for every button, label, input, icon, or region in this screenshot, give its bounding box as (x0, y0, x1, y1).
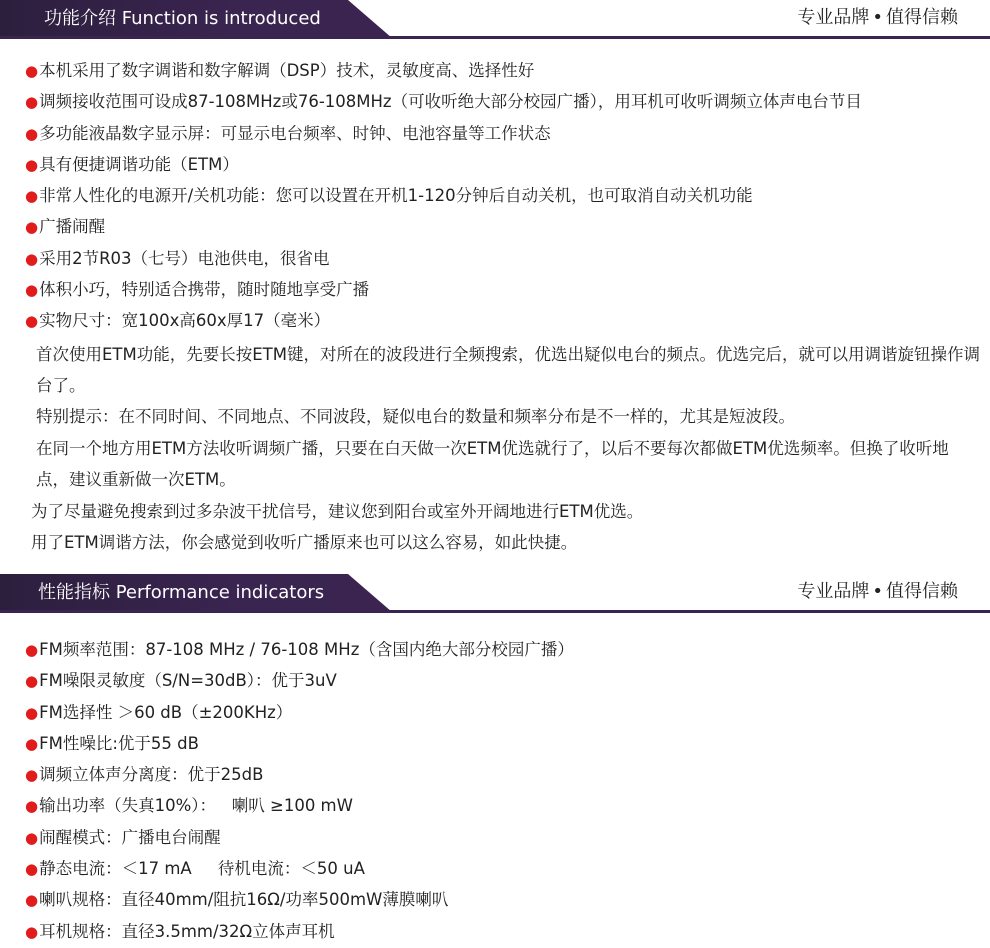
spec-list (0, 634, 990, 947)
bullet-icon: ● (25, 922, 39, 941)
bullet-icon: ● (25, 218, 39, 237)
header-rule (0, 610, 990, 613)
header-rule (0, 36, 990, 39)
bullet-icon: ● (25, 62, 39, 80)
section-header-function (0, 0, 990, 42)
list-item: ●FM频率范围：87-108 MHz / 76-108 MHz（含国内绝大部分校园广播） (25, 640, 574, 659)
bullet-icon: ● (25, 124, 39, 143)
list-item: ●本机采用了数字调谐和数字解调（DSP）技术，灵敏度高、选择性好 (25, 61, 535, 80)
etm-usage-note: 首次使用ETM功能，先要长按ETM键，对所在的波段进行全频搜索，优选出疑似电台的频点。优选完后，就可以用调谐旋钮操作调台了。 (36, 345, 980, 396)
easy-note: 用了ETM调谐方法，你会感觉到收听广播原来也可以这么容易，如此快捷。 (31, 533, 578, 552)
list-item: ●耳机规格：直径3.5mm/32Ω立体声耳机 (25, 921, 335, 941)
brand-slogan: 专业品牌 • 值得信赖 (797, 7, 958, 28)
list-item: ●多功能液晶数字显示屏：可显示电台频率、时钟、电池容量等工作状态 (25, 123, 551, 143)
list-item: ●FM选择性 ＞60 dB（±200KHz） (25, 702, 293, 722)
list-item: ●闹醒模式：广播电台闹醒 (25, 827, 221, 847)
list-item: ●FM性噪比:优于55 dB (25, 733, 199, 753)
section-title: 性能指标 Performance indicators (38, 582, 325, 603)
bullet-icon: ● (25, 797, 39, 816)
list-item: ●FM噪限灵敏度（S/N=30dB）：优于3uV (25, 671, 337, 691)
bullet-icon: ● (25, 187, 39, 206)
bullet-icon: ● (25, 734, 39, 753)
list-item: ●喇叭规格：直径40mm/阻抗16Ω/功率500mW薄膜喇叭 (25, 890, 449, 910)
section-header-performance (0, 574, 990, 616)
bullet-icon: ● (25, 155, 39, 174)
section-title: 功能介绍 Function is introduced (44, 8, 321, 29)
list-item: ●非常人性化的电源开/关机功能：您可以设置在开机1-120分钟后自动关机，也可取消自动关机功能 (25, 186, 753, 206)
bullet-icon: ● (25, 828, 39, 847)
bullet-icon: ● (25, 672, 39, 691)
bullet-icon: ● (25, 281, 39, 300)
bullet-icon: ● (25, 703, 39, 722)
bullet-icon: ● (25, 860, 39, 879)
list-item: ●实物尺寸：宽100x高60x厚17（毫米） (25, 311, 331, 331)
list-item: ●具有便捷调谐功能（ETM） (25, 154, 239, 174)
slogan-dot-icon: • (872, 7, 883, 28)
bullet-icon: ● (25, 891, 39, 910)
list-item: ●调频接收范围可设成87-108MHz或76-108MHz（可收听绝大部分校园广播），用耳机可收听调频立体声电台节目 (25, 92, 862, 112)
list-item: ●输出功率（失真10%）： 喇叭 ≥100 mW (25, 796, 353, 816)
bullet-icon: ● (25, 766, 39, 785)
tip-note: 特别提示：在不同时间、不同地点、不同波段，疑似电台的数量和频率分布是不一样的，尤其是短波段。 (36, 407, 795, 426)
feature-list (0, 55, 990, 337)
slogan-dot-icon: • (872, 581, 883, 602)
brand-slogan: 专业品牌 • 值得信赖 (797, 581, 958, 602)
bullet-icon: ● (25, 641, 39, 659)
list-item: ●体积小巧，特别适合携带，随时随地享受广播 (25, 280, 370, 300)
list-item: ●调频立体声分离度：优于25dB (25, 765, 264, 785)
avoid-note: 为了尽量避免搜索到过多杂波干扰信号，建议您到阳台或室外开阔地进行ETM优选。 (31, 502, 644, 521)
bullet-icon: ● (25, 249, 39, 268)
list-item: ●采用2节R03（七号）电池供电，很省电 (25, 248, 330, 268)
list-item: ●广播闹醒 (25, 217, 106, 237)
list-item: ●静态电流：＜17 mA 待机电流：＜50 uA (25, 859, 365, 879)
bullet-icon: ● (25, 93, 39, 112)
bullet-icon: ● (25, 312, 39, 331)
same-place-note: 在同一个地方用ETM方法收听调频广播，只要在白天做一次ETM优选就行了，以后不要每次都做ETM优选频率。但换了收听地点，建议重新做一次ETM。 (36, 439, 949, 490)
